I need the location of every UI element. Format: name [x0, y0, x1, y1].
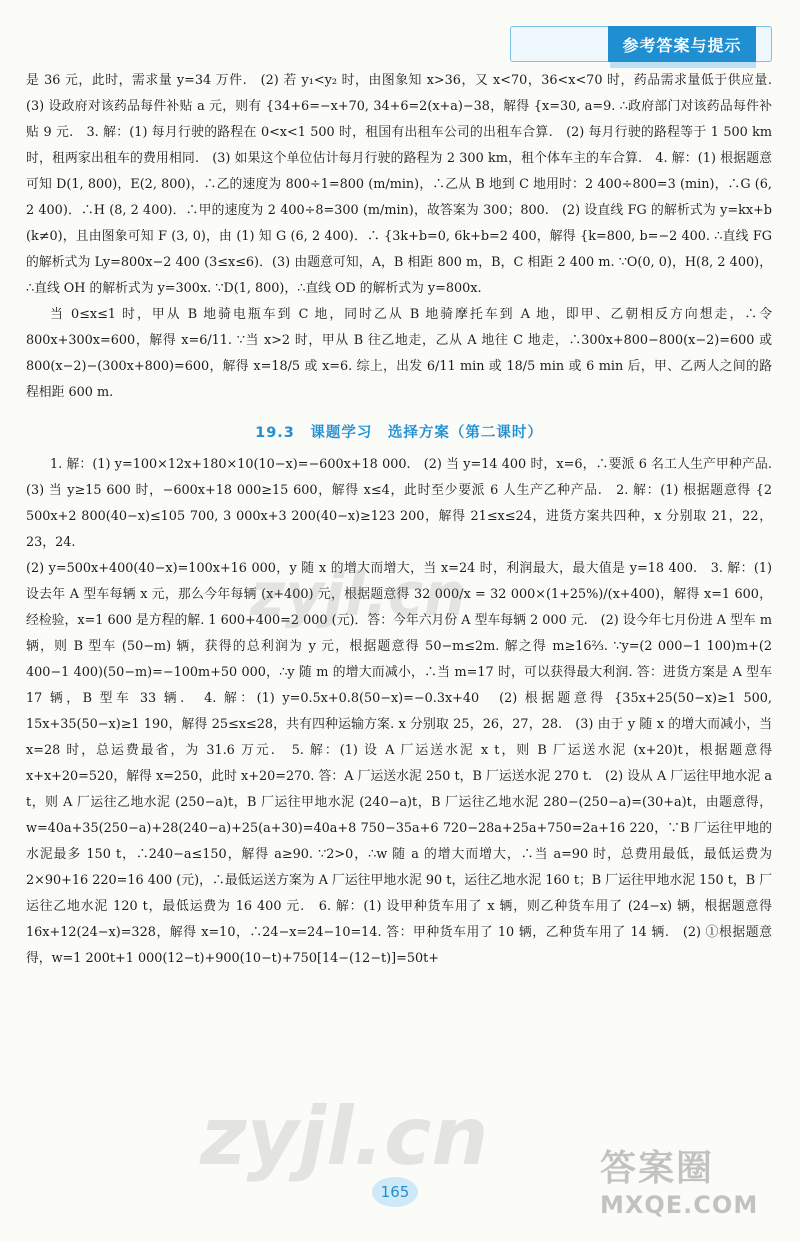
section-title: 19.3 课题学习 选择方案（第二课时）: [255, 425, 543, 441]
site-logo-line1: 答案圈: [600, 1148, 715, 1189]
site-logo-line2: MXQE.COM: [600, 1191, 759, 1219]
paragraph: 当 0≤x≤1 时，甲从 B 地骑电瓶车到 C 地，同时乙从 B 地骑摩托车到 A 地，即甲、乙朝相反方向想走，∴令 800x+300x=600，解得 x=6/11. ∵当 x>2 时，甲从 B 往乙地走，乙从 A 地往 C 地走，∴300x+800−800(x−2)=600 或 800(x−2)−(300x+800)=600，解得 x=18/5 或 x=6. 综上，出发 6/11 min 或 18/5 min 或 6 min 后，甲、乙两人之间的路程相距 600 m.: [26, 307, 772, 400]
watermark-bottom: zyjl.cn: [200, 1090, 489, 1183]
paragraph: 1. 解：(1) y=100×12x+180×10(10−x)=−600x+18 000. (2) 当 y=14 400 时，x=6，∴要派 6 名工人生产甲种产品. (3) 当 y≥15 600 时，−600x+18 000≥15 600，解得 x≤4，此时至少要派 6 人生产乙种产品. 2. 解：(1) 根据题意得 {2 500x+2 800(40−x)≤105 700, 3 000x+3 200(40−x)≥123 200，解得 21≤x≤24，进货方案共四种，x 分别取 21，22，23，24.: [26, 457, 785, 550]
paragraph: 是 36 元，此时，需求量 y=34 万件. (2) 若 y₁<y₂ 时，由图象知 x>36，又 x<70，36<x<70 时，药品需求量低于供应量. (3) 设政府对该药品每件补贴 a 元，则有 {34+6=−x+70, 34+6=2(x+a)−38，解得 {x=30, a=9. ∴政府部门对该药品每件补贴 9 元. 3. 解：(1) 每月行驶的路程在 0<x<1 500 时，租国有出租车公司的出租车合算. (2) 每月行驶的路程等于 1 500 km 时，租两家出租车的费用相同. (3) 如果这个单位估计每月行驶的路程为 2 300 km，租个体车主的车合算. 4. 解：(1) 根据题意可知 D(1, 800)，E(2, 800)，∴乙的速度为 800÷1=800 (m/min)，∴乙从 B 地到 C 地用时：2 400÷800=3 (min)，∴G (6, 2 400)．∴H (8, 2 400)．∴甲的速度为 2 400÷8=300 (m/min)，故答案为 300；800. (2) 设直线 FG 的解析式为 y=kx+b (k≠0)，且由图象可知 F (3, 0)，由 (1) 知 G (6, 2 400)．∴ {3k+b=0, 6k+b=2 400，解得 {k=800, b=−2 400. ∴直线 FG 的解析式为 Ly=800x−2 400 (3≤x≤6)．(3) 由题意可知，A，B 相距 800 m，B，C 相距 2 400 m. ∵O(0, 0)，H(8, 2 400)，∴直线 OH 的解析式为 y=300x. ∵D(1, 800)，∴直线 OD 的解析式为 y=800x.: [26, 73, 785, 296]
paragraph: (2) y=500x+400(40−x)=100x+16 000，y 随 x 的增大而增大，当 x=24 时，利润最大，最大值是 y=18 400. 3. 解：(1) 设去年 A 型车每辆 x 元，那么今年每辆 (x+400) 元，根据题意得 32 000/x = 32 000×(1+25%)/(x+400)，解得 x=1 600，经检验，x=1 600 是方程的解. 1 600+400=2 000 (元)．答：今年六月份 A 型车每辆 2 000 元. (2) 设今年七月份进 A 型车 m 辆，则 B 型车 (50−m) 辆，获得的总利润为 y 元，根据题意得 50−m≤2m. 解之得 m≥16⅔. ∵y=(2 000−1 100)m+(2 400−1 400)(50−m)=−100m+50 000，∴y 随 m 的增大而减小，∴当 m=17 时，可以获得最大利润. 答：进货方案是 A 型车 17 辆，B 型车 33 辆. 4. 解：(1) y=0.5x+0.8(50−x)=−0.3x+40 (2) 根据题意得 {35x+25(50−x)≥1 500, 15x+35(50−x)≥1 190，解得 25≤x≤28，共有四种运输方案. x 分别取 25，26，27，28. (3) 由于 y 随 x 的增大而减小，当 x=28 时，总运费最省，为 31.6 万元. 5. 解：(1) 设 A 厂运送水泥 x t，则 B 厂运送水泥 (x+20)t，根据题意得 x+x+20=520，解得 x=250，此时 x+20=270. 答：A 厂运送水泥 250 t，B 厂运送水泥 270 t. (2) 设从 A 厂运往甲地水泥 a t，则 A 厂运往乙地水泥 (250−a)t，B 厂运往甲地水泥 (240−a)t，B 厂运往乙地水泥 280−(250−a)=(30+a)t，由题意得，w=40a+35(250−a)+28(240−a)+25(a+30)=40a+8 750−35a+6 720−28a+25a+750=2a+16 220，∵B 厂运往甲地的水泥最多 150 t，∴240−a≤150，解得 a≥90. ∵2>0，∴w 随 a 的增大而增大，∴当 a=90 时，总费用最低，最低运费为 2×90+16 220=16 400 (元)，∴最低运送方案为 A 厂运往甲地水泥 90 t，运往乙地水泥 160 t；B 厂运往甲地水泥 150 t，B 厂运往乙地水泥 120 t，最低运费为 16 400 元. 6. 解：(1) 设甲种货车用了 x 辆，则乙种货车用了 (24−x) 辆，根据题意得 16x+12(24−x)=328，解得 x=10，∴24−x=24−10=14. 答：甲种货车用了 10 辆，乙种货车用了 14 辆. (2) ①根据题意得，w=1 200t+1 000(12−t)+900(10−t)+750[14−(12−t)]=50t+: [26, 561, 772, 966]
page-number: 165: [372, 1177, 418, 1207]
site-logo: [600, 1140, 790, 1235]
watermark-mid: zyjl.cn: [250, 560, 467, 630]
header-tab: 参考答案与提示: [608, 26, 756, 62]
page-body: [26, 68, 785, 972]
